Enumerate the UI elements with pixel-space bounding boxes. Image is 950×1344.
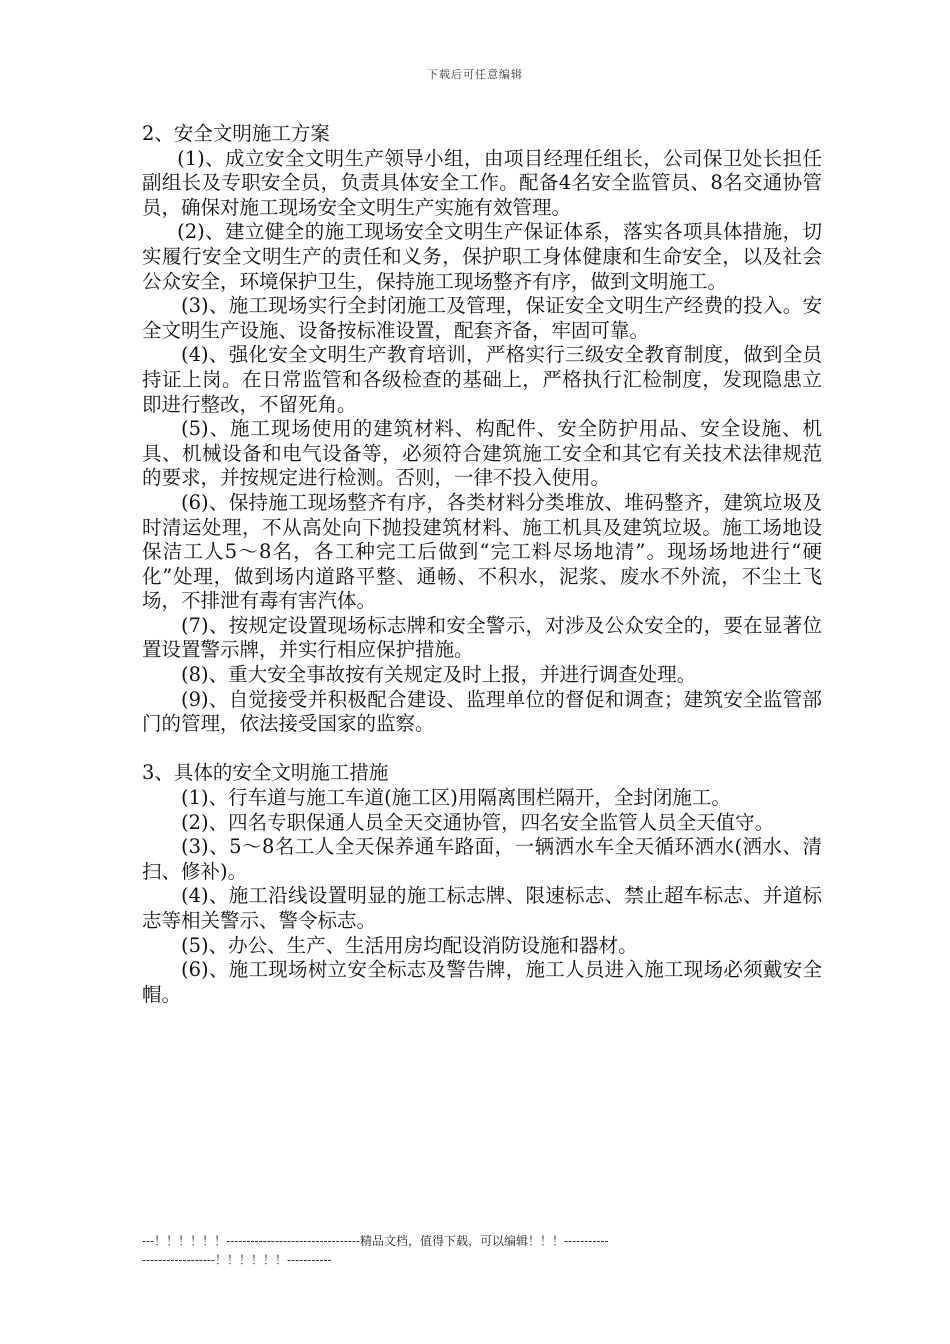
section-3-item-4: (4)、施工沿线设置明显的施工标志牌、限速标志、禁止超车标志、并道标志等相关警示、警令标志。	[142, 884, 822, 932]
page-footer: ---！！！！！！---------------------------------精品文档，值得下载，可以编辑！！！-----------------------------！！！！！！-----------	[142, 1234, 609, 1267]
section-3-item-6: (6)、施工现场树立安全标志及警告牌，施工人员进入施工现场必须戴安全帽。	[142, 958, 822, 1006]
section-2-item-2: (2)、建立健全的施工现场安全文明生产保证体系，落实各项具体措施，切实履行安全文明生产的责任和义务，保护职工身体健康和生命安全，以及社会公众安全，环境保护卫生，保持施工现场整齐有序，做到文明施工。	[142, 220, 822, 293]
section-3-heading: 3、具体的安全文明施工措施	[142, 761, 389, 785]
document-body	[142, 122, 822, 1007]
section-2-item-7: (7)、按规定设置现场标志牌和安全警示，对涉及公众安全的，要在显著位置设置警示牌，并实行相应保护措施。	[142, 613, 822, 662]
page-header: 下载后可任意编辑	[427, 68, 523, 81]
section-3-item-1: (1)、行车道与施工车道(施工区)用隔离围栏隔开，全封闭施工。	[181, 786, 731, 810]
section-2-item-5: (5)、施工现场使用的建筑材料、构配件、安全防护用品、安全设施、机具、机械设备和电气设备等，必须符合建筑施工安全和其它有关技术法律规范的要求，并按规定进行检测。否则，一律不投入使用。	[142, 417, 822, 490]
section-2-heading: 2、安全文明施工方案	[142, 122, 330, 145]
section-3-item-3: (3)、5～8名工人全天保养通车路面，一辆洒水车全天循环洒水(洒水、清扫、修补)。	[142, 835, 822, 883]
section-2-item-6: (6)、保持施工现场整齐有序，各类材料分类堆放、堆码整齐，建筑垃圾及时清运处理，不从高处向下抛投建筑材料、施工机具及建筑垃圾。施工场地设保洁工人5～8名，各工种完工后做到“完工料尽场地清”。现场场地进行“硬化”处理，做到场内道路平整、通畅、不积水，泥浆、废水不外流，不尘土飞场，不排泄有毒有害汽体。	[142, 490, 822, 613]
section-2-item-4: (4)、强化安全文明生产教育培训，严格实行三级安全教育制度，做到全员持证上岗。在日常监管和各级检查的基础上，严格执行汇检制度，发现隐患立即进行整改，不留死角。	[142, 343, 822, 416]
section-2-item-9: (9)、自觉接受并积极配合建设、监理单位的督促和调查；建筑安全监管部门的管理，依法接受国家的监察。	[142, 687, 822, 736]
section-3-item-2: (2)、四名专职保通人员全天交通协管，四名安全监管人员全天值守。	[181, 810, 775, 834]
section-2-item-3: (3)、施工现场实行全封闭施工及管理，保证安全文明生产经费的投入。安全文明生产设施、设备按标准设置，配套齐备，牢固可靠。	[142, 294, 822, 342]
section-2-item-8: (8)、重大安全事故按有关规定及时上报，并进行调查处理。	[181, 663, 697, 687]
section-3-item-5: (5)、办公、生产、生活用房均配设消防设施和器材。	[181, 933, 638, 957]
section-2-item-1: (1)、成立安全文明生产领导小组，由项目经理任组长，公司保卫处长担任副组长及专职安全员，负责具体安全工作。配备4名安全监管员、8名交通协管员，确保对施工现场安全文明生产实施有效管理。	[142, 146, 822, 219]
